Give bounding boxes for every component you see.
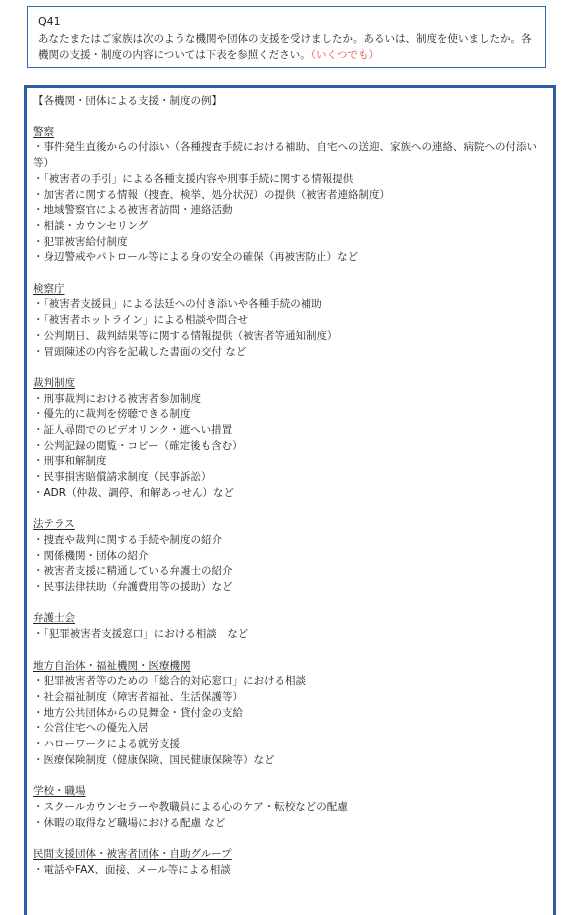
list-heading: 【各機関・団体による支援・制度の例】 [33, 95, 222, 107]
list-item: ・証人尋問でのビデオリンク・遮へい措置 [33, 424, 233, 437]
section-title: 学校・職場 [33, 785, 86, 798]
question-text: あなたまたはご家族は次のような機関や団体の支援を受けましたか。あるいは、制度を使いましたか。各機関の支援・制度の内容については下表を参照ください。 [38, 33, 532, 61]
support-section [33, 611, 547, 642]
list-item: ・公判記録の閲覧・コピー（確定後も含む） [33, 439, 243, 452]
list-item: ・事件発生直後からの付添い（各種捜査手続における補助、自宅への送迎、家族への連絡、病院への付添い等） [33, 141, 537, 170]
list-item: ・身辺警戒やパトロール等による身の安全の確保（再被害防止）など [33, 251, 359, 264]
list-item: ・被害者支援に精通している弁護士の紹介 [33, 565, 233, 578]
section-title: 弁護士会 [33, 612, 75, 625]
section-title: 法テラス [33, 518, 75, 531]
list-item: ・社会福祉制度（障害者福祉、生活保護等） [33, 690, 243, 703]
section-title: 地方自治体・福祉機関・医療機関 [33, 659, 191, 672]
list-item: ・捜査や裁判に関する手続や制度の紹介 [33, 533, 222, 546]
support-section [33, 659, 547, 769]
list-item: ・刑事和解制度 [33, 455, 107, 468]
list-item: ・民事損害賠償請求制度（民事訴訟） [33, 471, 212, 484]
question-number: Q41 [38, 15, 61, 28]
list-item: ・医療保険制度（健康保険、国民健康保険等）など [33, 753, 275, 766]
list-item: ・休暇の取得など職場における配慮 など [33, 816, 226, 829]
support-section [33, 517, 547, 596]
list-item: ・冒頭陳述の内容を記載した書面の交付 など [33, 345, 247, 358]
section-title: 検察庁 [33, 282, 65, 295]
section-title: 警察 [33, 125, 54, 138]
support-section [33, 282, 547, 361]
question-note: （いくつでも） [310, 49, 380, 61]
list-item: ・「被害者支援員」による法廷への付き添いや各種手続の補助 [33, 298, 322, 311]
list-item: ・「被害者ホットライン」による相談や問合せ [33, 314, 248, 327]
support-section [33, 784, 547, 831]
support-sections [33, 125, 547, 879]
question-box [27, 6, 546, 68]
list-item: ・相談・カウンセリング [33, 219, 149, 232]
list-item: ・「犯罪被害者支援窓口」における相談 など [33, 628, 249, 641]
support-section [33, 847, 547, 878]
list-item: ・民事法律扶助（弁護費用等の援助）など [33, 581, 233, 594]
list-item: ・犯罪被害給付制度 [33, 235, 128, 248]
list-item: ・刑事裁判における被害者参加制度 [33, 392, 201, 405]
list-item: ・加害者に関する情報（捜査、検挙、処分状況）の提供（被害者連絡制度） [33, 188, 390, 201]
support-section [33, 125, 547, 266]
list-item: ・「被害者の手引」による各種支援内容や刑事手続に関する情報提供 [33, 172, 354, 185]
list-item: ・優先的に裁判を傍聴できる制度 [33, 408, 191, 421]
support-list-box [24, 85, 556, 915]
list-item: ・犯罪被害者等のための「総合的対応窓口」における相談 [33, 675, 306, 688]
list-item: ・公判期日、裁判結果等に関する情報提供（被害者等通知制度） [33, 329, 338, 342]
section-title: 裁判制度 [33, 376, 75, 389]
list-item: ・公営住宅への優先入居 [33, 722, 149, 735]
section-title: 民間支援団体・被害者団体・自助グループ [33, 847, 232, 860]
list-item: ・スクールカウンセラーや教職員による心のケア・転校などの配慮 [33, 800, 348, 813]
list-item: ・地方公共団体からの見舞金・貸付金の支給 [33, 706, 243, 719]
list-item: ・ハローワークによる就労支援 [33, 738, 180, 751]
list-item: ・地域警察官による被害者訪問・連絡活動 [33, 204, 233, 217]
list-item: ・電話やFAX、面接、メール等による相談 [33, 863, 231, 876]
list-item: ・関係機関・団体の紹介 [33, 549, 149, 562]
list-item: ・ADR（仲裁、調停、和解あっせん）など [33, 486, 234, 499]
support-section [33, 376, 547, 502]
